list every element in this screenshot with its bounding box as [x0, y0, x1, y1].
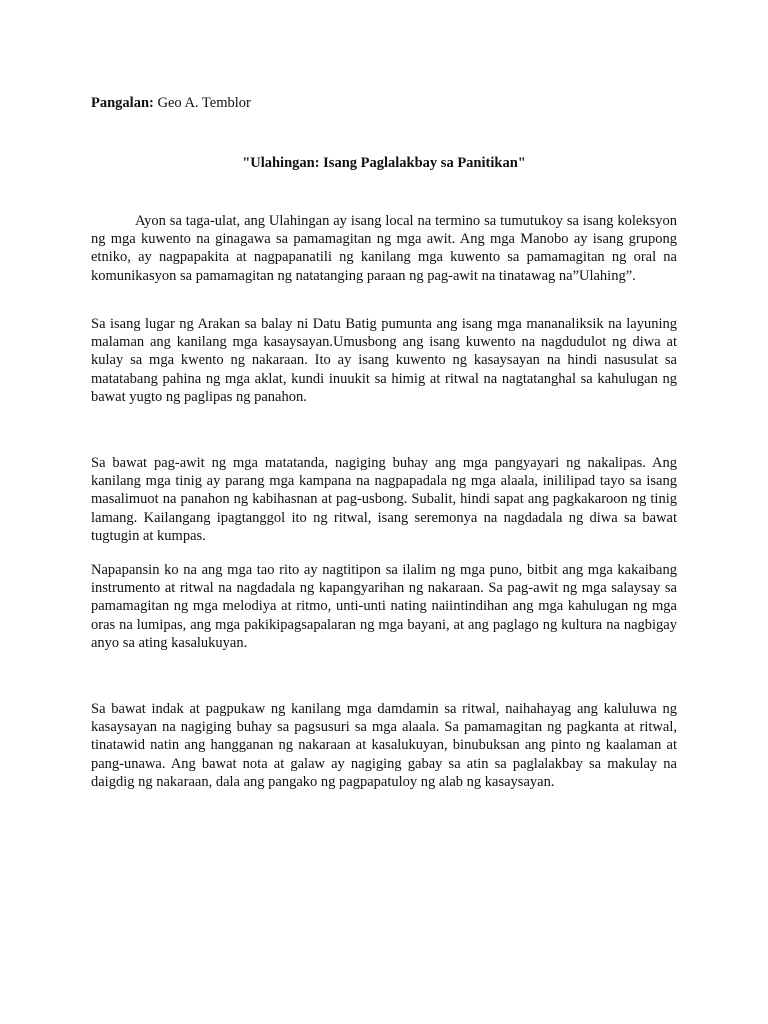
paragraph-3: Sa bawat pag-awit ng mga matatanda, nagiging buhay ang mga pangyayari ng nakalipas. Ang kanilang mga tinig ay parang mga kampana na nagpapadala ng mga alaala, inililipad tayo sa isang masalimuot na panahon ng kabihasnan at pag-usbong. Subalit, hindi sapat ang pagkakaroon ng tinig lamang. Kailangang ipagtanggol ito ng ritwal, isang seremonya na nagdadala ng diwa sa bawat tugtugin at kumpas.: [91, 455, 677, 544]
paragraph-2: Sa isang lugar ng Arakan sa balay ni Datu Batig pumunta ang isang mga mananaliksik na layuning malaman ang kanilang mga kasaysayan.Umusbong ang isang kuwento na nagdudulot ng diwa at kulay sa mga kwento ng nakaraan. Ito ay isang kuwento ng kasaysayan na hindi nasusulat sa matatabang pahina ng mga aklat, kundi inuukit sa himig at ritwal na nagtatanghal sa kahulugan ng bawat yugto ng paglipas ng panahon.: [91, 316, 677, 405]
paragraph-1: Ayon sa taga-ulat, ang Ulahingan ay isang local na termino sa tumutukoy sa isang koleksyon ng mga kuwento na ginagawa sa pamamagitan ng mga awit. Ang mga Manobo ay isang grupong etniko, ay nagpapakita at nagpapanatili ng kanilang mga kuwento sa pamamagitan ng oral na komunikasyon sa pamamagitan ng natatanging paraan ng pag-awit na tinatawag na”Ulahing”.: [91, 213, 677, 284]
name-label: Pangalan:: [91, 95, 154, 111]
name-line: [91, 94, 251, 112]
document-title: "Ulahingan: Isang Paglalakbay sa Panitikan": [242, 155, 526, 171]
paragraph-4: Napapansin ko na ang mga tao rito ay nagtitipon sa ilalim ng mga puno, bitbit ang mga kakaibang instrumento at ritwal na nagdadala ng kapangyarihan ng nakaraan. Sa pag-awit ng mga salaysay sa pamamagitan ng mga melodiya at ritmo, unti-unti nating naiintindihan ang mga kahulugan ng mga oras na lumipas, ang mga pakikipagsapalaran ng mga bayani, at ang paglago ng kultura na nagbigay anyo sa ating kasalukuyan.: [91, 562, 677, 651]
name-value: Geo A. Temblor: [157, 95, 251, 111]
paragraph-5: Sa bawat indak at pagpukaw ng kanilang mga damdamin sa ritwal, naihahayag ang kaluluwa ng kasaysayan na nagiging buhay sa pagsusuri sa mga alaala. Sa pamamagitan ng pagkanta at ritwal, tinatawid natin ang hangganan ng nakaraan at kasalukuyan, binubuksan ang pinto ng kaalaman at pang-unawa. Ang bawat nota at galaw ay nagiging gabay sa atin sa paglalakbay sa makulay na daigdig ng nakaraan, dala ang pangako ng pagpapatuloy ng alab ng kasaysayan.: [91, 701, 677, 790]
